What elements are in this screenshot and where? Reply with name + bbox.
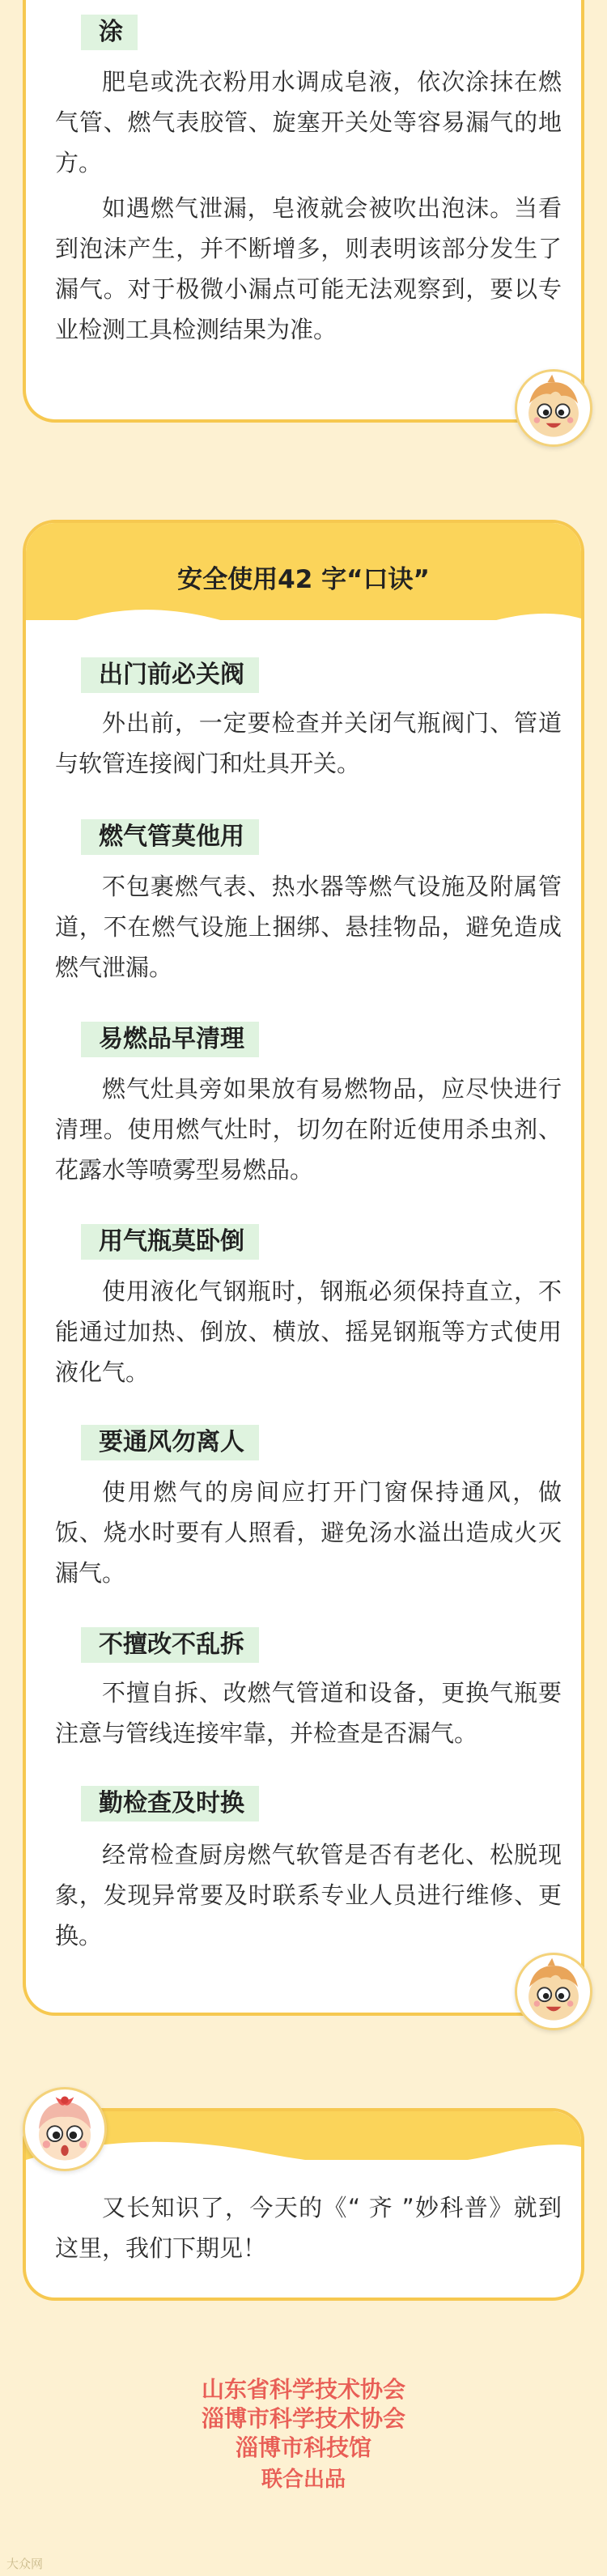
watermark-logo: 大众网: [6, 2557, 44, 2571]
mascot-boy-icon: [515, 1953, 592, 2030]
rhyme-tag-4: 用气瓶莫卧倒: [81, 1224, 259, 1260]
rhyme-text-5: 使用燃气的房间应打开门窗保持通风，做饭、烧水时要有人照看，避免汤水溢出造成火灭漏气。: [55, 1478, 562, 1587]
rhyme-tag-6: 不擅改不乱拆: [81, 1627, 259, 1663]
footer-org-1: 山东省科学技术协会: [201, 2376, 405, 2403]
footer-org-2: 淄博市科学技术协会: [201, 2405, 405, 2432]
closing-message: 又长知识了，今天的《“ 齐 ”妙科普》就到这里，我们下期见！: [55, 2194, 562, 2262]
rhyme-tag-5: 要通风勿离人: [81, 1425, 259, 1460]
closing-wave-decoration: [26, 2131, 581, 2196]
rhyme-text-2: 不包裹燃气表、热水器等燃气设施及附属管道，不在燃气设施上捆绑、悬挂物品，避免造成燃气泄漏。: [55, 873, 562, 981]
rhyme-tag-7: 勤检查及时换: [81, 1786, 259, 1821]
footer-org-3: 淄博市科技馆: [235, 2434, 371, 2461]
rhyme-tag-1: 出门前必关阀: [81, 657, 259, 693]
rhyme-tag-3: 易燃品早清理: [81, 1022, 259, 1057]
rhyme-text-4: 使用液化气钢瓶时，钢瓶必须保持直立，不能通过加热、倒放、横放、摇晃钢瓶等方式使用液化气。: [55, 1277, 562, 1386]
rhyme-tag-2: 燃气管莫他用: [81, 819, 259, 855]
mascot-boy-icon: [515, 369, 592, 447]
safety-rhyme-title: 安全使用42 字“口诀”: [177, 565, 430, 594]
apply-paragraph-1: 肥皂或洗衣粉用水调成皂液，依次涂抹在燃气管、燃气表胶管、旋塞开关处等容易漏气的地方。: [55, 68, 562, 176]
apply-paragraph-2: 如遇燃气泄漏，皂液就会被吹出泡沫。当看到泡沫产生，并不断增多，则表明该部分发生了漏气。对于极微小漏点可能无法观察到，要以专业检测工具检测结果为准。: [55, 194, 562, 343]
mascot-girl-icon: [23, 2087, 107, 2171]
rhyme-text-3: 燃气灶具旁如果放有易燃物品，应尽快进行清理。使用燃气灶时，切勿在附近使用杀虫剂、花露水等喷雾型易燃品。: [55, 1075, 562, 1184]
rhyme-text-7: 经常检查厨房燃气软管是否有老化、松脱现象，发现异常要及时联系专业人员进行维修、更换。: [55, 1841, 562, 1949]
section-tag-apply: 涂: [81, 15, 138, 50]
rhyme-text-6: 不擅自拆、改燃气管道和设备，更换气瓶要注意与管线连接牢靠，并检查是否漏气。: [55, 1679, 562, 1747]
footer-credit: 联合出品: [261, 2468, 346, 2492]
rhyme-text-1: 外出前，一定要检查并关闭气瓶阀门、管道与软管连接阀门和灶具开关。: [55, 709, 562, 777]
